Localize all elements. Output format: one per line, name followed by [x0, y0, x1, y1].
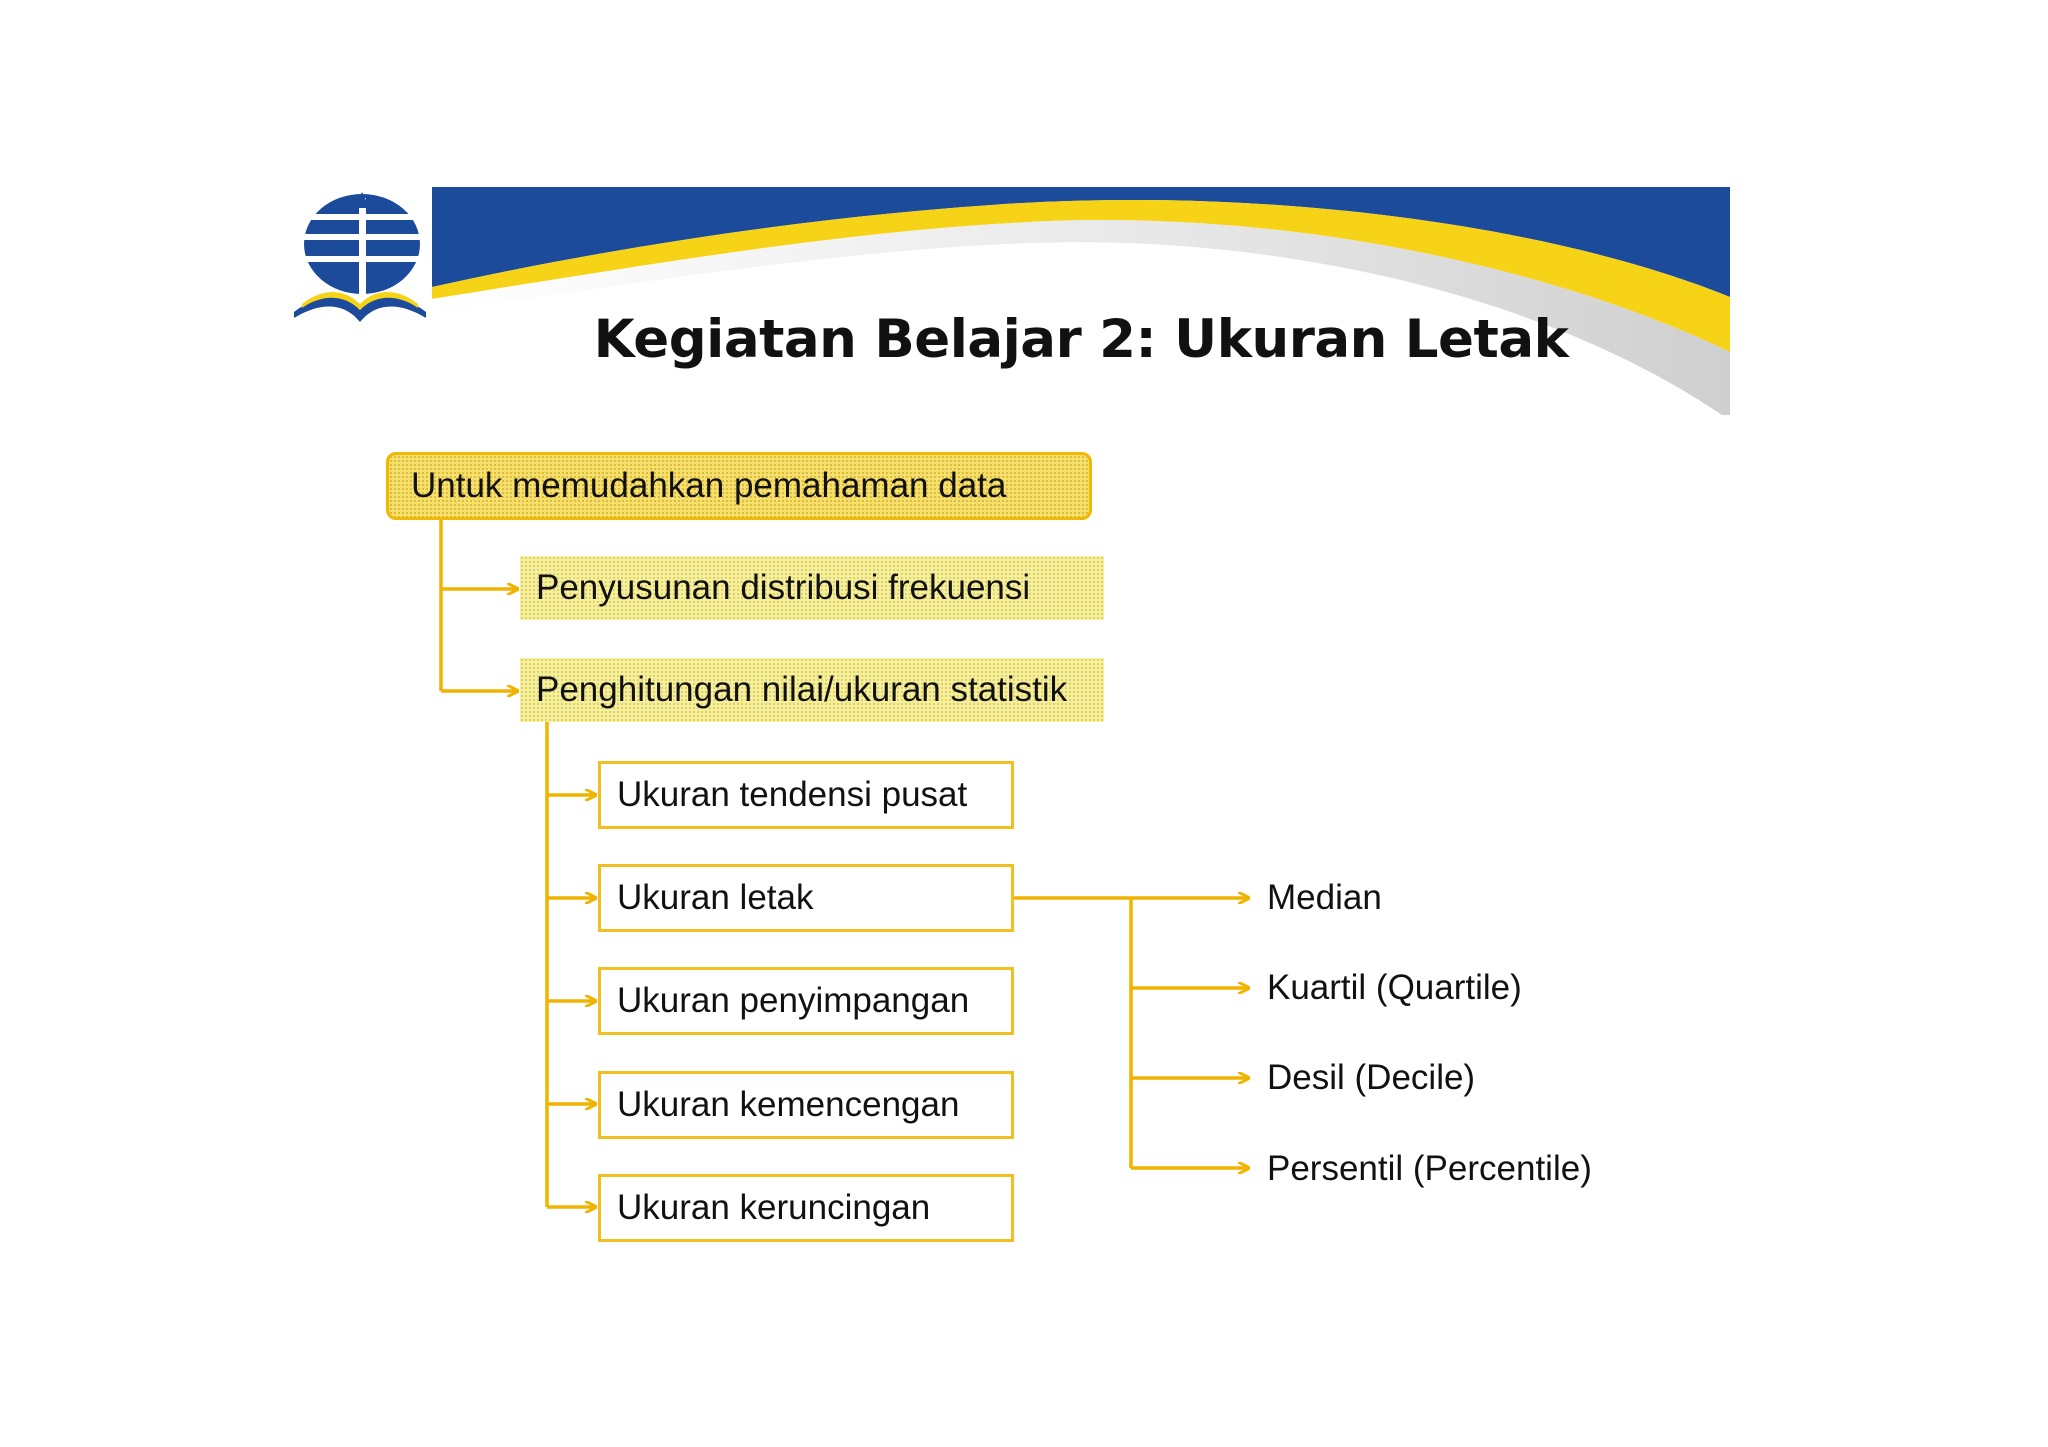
level1-label: Penyusunan distribusi frekuensi: [536, 568, 1031, 607]
level2-label: Ukuran letak: [617, 878, 814, 917]
leaf-kuartil: Kuartil (Quartile): [1267, 968, 1522, 1007]
level1-label: Penghitungan nilai/ukuran statistik: [536, 670, 1068, 709]
leaf-median: Median: [1267, 878, 1382, 917]
level2-label: Ukuran kemencengan: [617, 1085, 960, 1124]
root-label: Untuk memudahkan pemahaman data: [411, 466, 1007, 505]
level2-box-penyimpangan: [598, 967, 1014, 1035]
leaf-persentil: Persentil (Percentile): [1267, 1149, 1592, 1188]
level2-box-keruncingan: [598, 1174, 1014, 1242]
level2-box-tendensi: [598, 761, 1014, 829]
leaf-desil: Desil (Decile): [1267, 1058, 1476, 1097]
level2-box-letak: [598, 864, 1014, 932]
open-book-globe-logo-icon: [290, 184, 430, 330]
level2-box-kemencengan: [598, 1071, 1014, 1139]
root-box: [386, 452, 1092, 520]
level1-box-distribusi: [520, 556, 1104, 620]
level2-label: Ukuran tendensi pusat: [617, 775, 968, 814]
slide-title: Kegiatan Belajar 2: Ukuran Letak: [593, 309, 1569, 370]
level1-box-penghitungan: [520, 658, 1104, 722]
level2-label: Ukuran penyimpangan: [617, 981, 970, 1020]
level2-label: Ukuran keruncingan: [617, 1188, 931, 1227]
